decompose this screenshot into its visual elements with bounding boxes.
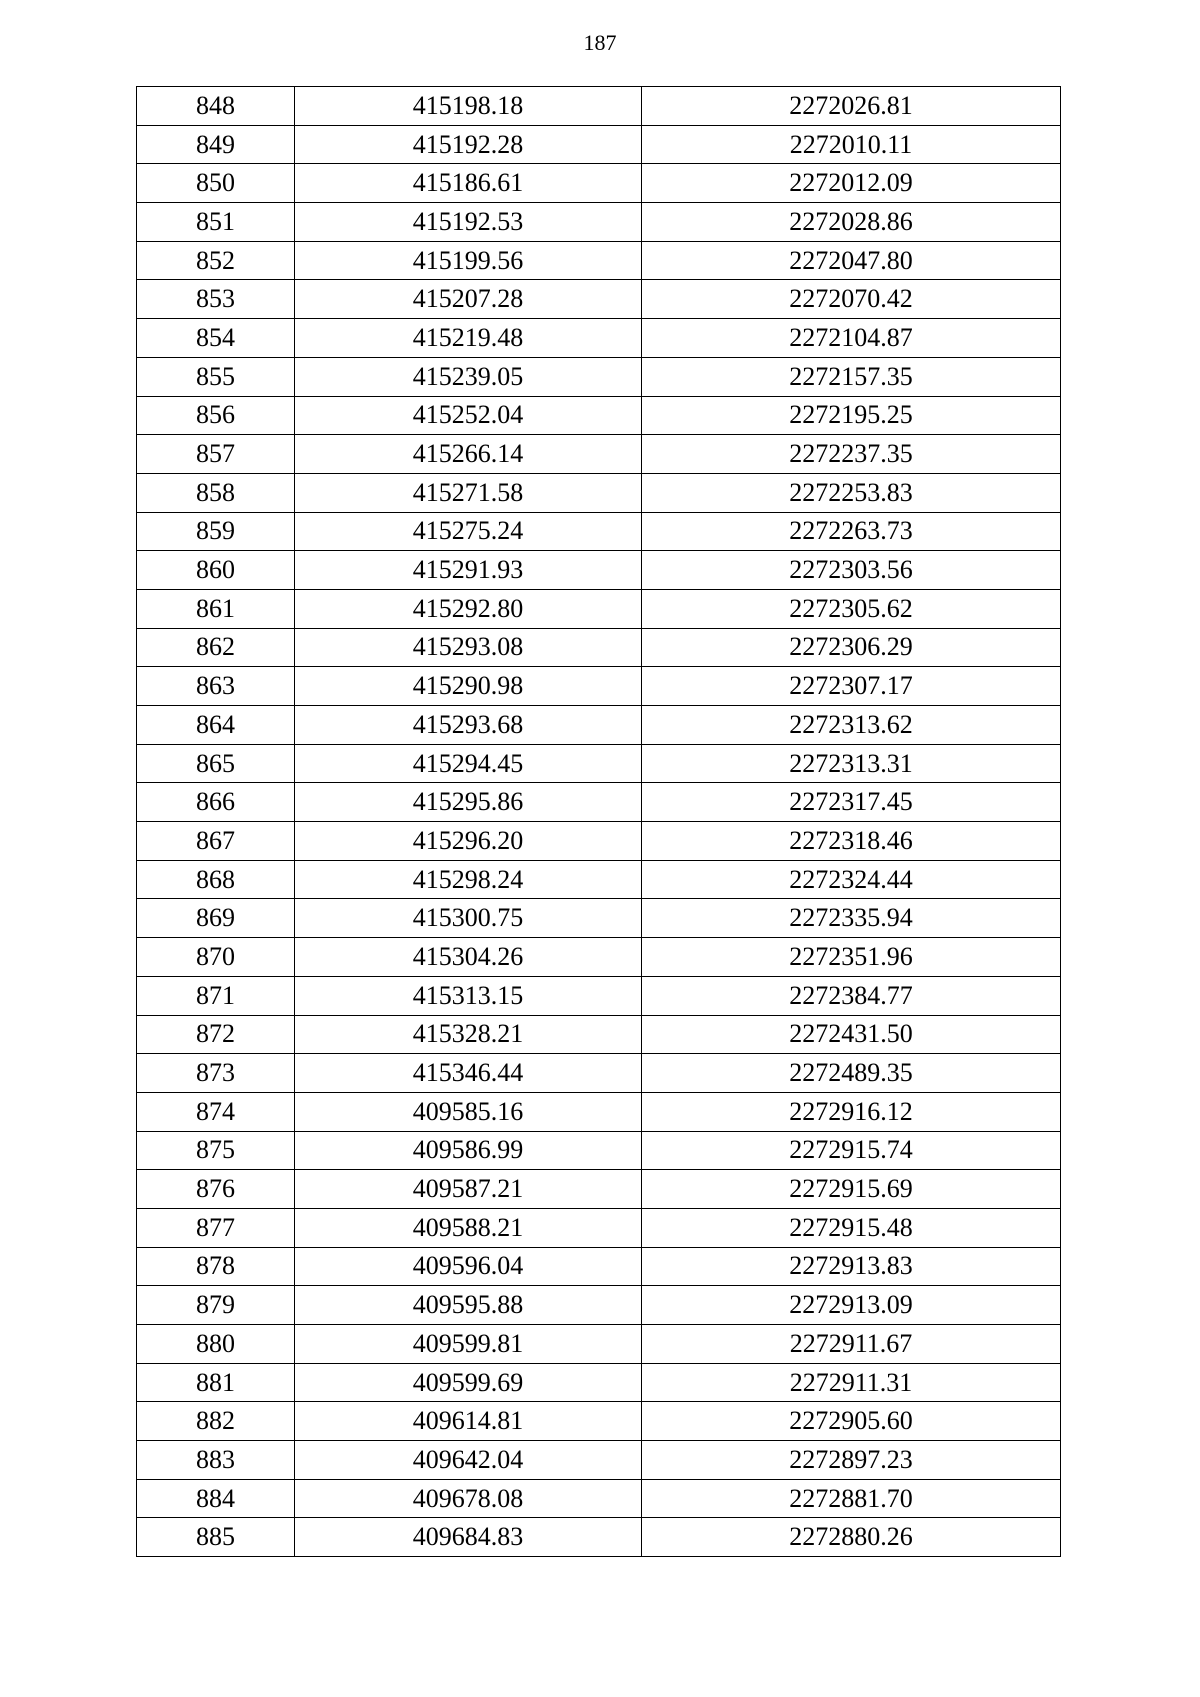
y-coordinate-cell: 2272237.35 <box>642 435 1061 474</box>
table-row <box>137 744 1061 783</box>
point-number-cell: 854 <box>137 319 295 358</box>
point-number-cell: 881 <box>137 1363 295 1402</box>
table-row <box>137 860 1061 899</box>
x-coordinate-cell: 409684.83 <box>295 1518 642 1557</box>
x-coordinate-cell: 409599.69 <box>295 1363 642 1402</box>
x-coordinate-cell: 415313.15 <box>295 976 642 1015</box>
y-coordinate-cell: 2272911.67 <box>642 1325 1061 1364</box>
table-row <box>137 1325 1061 1364</box>
y-coordinate-cell: 2272880.26 <box>642 1518 1061 1557</box>
x-coordinate-cell: 415293.08 <box>295 628 642 667</box>
point-number-cell: 878 <box>137 1247 295 1286</box>
y-coordinate-cell: 2272913.09 <box>642 1286 1061 1325</box>
y-coordinate-cell: 2272026.81 <box>642 87 1061 126</box>
y-coordinate-cell: 2272913.83 <box>642 1247 1061 1286</box>
table-row <box>137 1363 1061 1402</box>
x-coordinate-cell: 415266.14 <box>295 435 642 474</box>
point-number-cell: 855 <box>137 357 295 396</box>
point-number-cell: 852 <box>137 241 295 280</box>
x-coordinate-cell: 415296.20 <box>295 822 642 861</box>
table-row <box>137 1479 1061 1518</box>
point-number-cell: 873 <box>137 1054 295 1093</box>
point-number-cell: 870 <box>137 938 295 977</box>
point-number-cell: 860 <box>137 551 295 590</box>
x-coordinate-cell: 415198.18 <box>295 87 642 126</box>
point-number-cell: 871 <box>137 976 295 1015</box>
x-coordinate-cell: 415300.75 <box>295 899 642 938</box>
y-coordinate-cell: 2272047.80 <box>642 241 1061 280</box>
table-row <box>137 280 1061 319</box>
table-row <box>137 1170 1061 1209</box>
point-number-cell: 863 <box>137 667 295 706</box>
point-number-cell: 861 <box>137 589 295 628</box>
x-coordinate-cell: 415294.45 <box>295 744 642 783</box>
table-row <box>137 628 1061 667</box>
x-coordinate-cell: 415271.58 <box>295 473 642 512</box>
x-coordinate-cell: 409596.04 <box>295 1247 642 1286</box>
y-coordinate-cell: 2272306.29 <box>642 628 1061 667</box>
table-row <box>137 1518 1061 1557</box>
point-number-cell: 872 <box>137 1015 295 1054</box>
y-coordinate-cell: 2272313.62 <box>642 706 1061 745</box>
point-number-cell: 868 <box>137 860 295 899</box>
x-coordinate-cell: 415219.48 <box>295 319 642 358</box>
y-coordinate-cell: 2272915.69 <box>642 1170 1061 1209</box>
y-coordinate-cell: 2272104.87 <box>642 319 1061 358</box>
x-coordinate-cell: 409585.16 <box>295 1092 642 1131</box>
y-coordinate-cell: 2272431.50 <box>642 1015 1061 1054</box>
x-coordinate-cell: 409587.21 <box>295 1170 642 1209</box>
y-coordinate-cell: 2272028.86 <box>642 203 1061 242</box>
y-coordinate-cell: 2272351.96 <box>642 938 1061 977</box>
table-row <box>137 783 1061 822</box>
point-number-cell: 862 <box>137 628 295 667</box>
table-row <box>137 512 1061 551</box>
table-row <box>137 87 1061 126</box>
point-number-cell: 857 <box>137 435 295 474</box>
point-number-cell: 883 <box>137 1441 295 1480</box>
table-row <box>137 1015 1061 1054</box>
table-row <box>137 899 1061 938</box>
x-coordinate-cell: 415290.98 <box>295 667 642 706</box>
point-number-cell: 879 <box>137 1286 295 1325</box>
coordinates-table <box>136 86 1061 1557</box>
x-coordinate-cell: 415192.53 <box>295 203 642 242</box>
point-number-cell: 856 <box>137 396 295 435</box>
y-coordinate-cell: 2272489.35 <box>642 1054 1061 1093</box>
x-coordinate-cell: 409614.81 <box>295 1402 642 1441</box>
point-number-cell: 851 <box>137 203 295 242</box>
point-number-cell: 880 <box>137 1325 295 1364</box>
point-number-cell: 858 <box>137 473 295 512</box>
y-coordinate-cell: 2272915.48 <box>642 1208 1061 1247</box>
table-row <box>137 976 1061 1015</box>
y-coordinate-cell: 2272307.17 <box>642 667 1061 706</box>
table-row <box>137 396 1061 435</box>
y-coordinate-cell: 2272305.62 <box>642 589 1061 628</box>
point-number-cell: 875 <box>137 1131 295 1170</box>
y-coordinate-cell: 2272916.12 <box>642 1092 1061 1131</box>
table-row <box>137 473 1061 512</box>
table-row <box>137 1131 1061 1170</box>
y-coordinate-cell: 2272070.42 <box>642 280 1061 319</box>
x-coordinate-cell: 415293.68 <box>295 706 642 745</box>
table-row <box>137 706 1061 745</box>
y-coordinate-cell: 2272317.45 <box>642 783 1061 822</box>
point-number-cell: 853 <box>137 280 295 319</box>
table-row <box>137 551 1061 590</box>
table-row <box>137 357 1061 396</box>
point-number-cell: 850 <box>137 164 295 203</box>
y-coordinate-cell: 2272253.83 <box>642 473 1061 512</box>
point-number-cell: 859 <box>137 512 295 551</box>
table-row <box>137 203 1061 242</box>
x-coordinate-cell: 409588.21 <box>295 1208 642 1247</box>
point-number-cell: 865 <box>137 744 295 783</box>
point-number-cell: 869 <box>137 899 295 938</box>
y-coordinate-cell: 2272010.11 <box>642 125 1061 164</box>
y-coordinate-cell: 2272263.73 <box>642 512 1061 551</box>
y-coordinate-cell: 2272911.31 <box>642 1363 1061 1402</box>
x-coordinate-cell: 415304.26 <box>295 938 642 977</box>
point-number-cell: 876 <box>137 1170 295 1209</box>
table-row <box>137 1441 1061 1480</box>
table-row <box>137 241 1061 280</box>
y-coordinate-cell: 2272335.94 <box>642 899 1061 938</box>
y-coordinate-cell: 2272915.74 <box>642 1131 1061 1170</box>
y-coordinate-cell: 2272157.35 <box>642 357 1061 396</box>
point-number-cell: 864 <box>137 706 295 745</box>
x-coordinate-cell: 415186.61 <box>295 164 642 203</box>
point-number-cell: 874 <box>137 1092 295 1131</box>
y-coordinate-cell: 2272897.23 <box>642 1441 1061 1480</box>
table-row <box>137 938 1061 977</box>
table-row <box>137 1054 1061 1093</box>
point-number-cell: 848 <box>137 87 295 126</box>
table-row <box>137 319 1061 358</box>
table-row <box>137 125 1061 164</box>
y-coordinate-cell: 2272313.31 <box>642 744 1061 783</box>
x-coordinate-cell: 409586.99 <box>295 1131 642 1170</box>
table-row <box>137 1402 1061 1441</box>
page-number: 187 <box>583 30 617 55</box>
table-row <box>137 667 1061 706</box>
table-row <box>137 435 1061 474</box>
table-row <box>137 1092 1061 1131</box>
x-coordinate-cell: 415295.86 <box>295 783 642 822</box>
x-coordinate-cell: 409599.81 <box>295 1325 642 1364</box>
point-number-cell: 884 <box>137 1479 295 1518</box>
x-coordinate-cell: 415207.28 <box>295 280 642 319</box>
point-number-cell: 849 <box>137 125 295 164</box>
coordinates-table-body <box>137 87 1061 1557</box>
x-coordinate-cell: 415291.93 <box>295 551 642 590</box>
y-coordinate-cell: 2272384.77 <box>642 976 1061 1015</box>
x-coordinate-cell: 415239.05 <box>295 357 642 396</box>
point-number-cell: 882 <box>137 1402 295 1441</box>
table-row <box>137 164 1061 203</box>
y-coordinate-cell: 2272195.25 <box>642 396 1061 435</box>
y-coordinate-cell: 2272303.56 <box>642 551 1061 590</box>
y-coordinate-cell: 2272324.44 <box>642 860 1061 899</box>
y-coordinate-cell: 2272881.70 <box>642 1479 1061 1518</box>
x-coordinate-cell: 415252.04 <box>295 396 642 435</box>
point-number-cell: 866 <box>137 783 295 822</box>
y-coordinate-cell: 2272318.46 <box>642 822 1061 861</box>
x-coordinate-cell: 409642.04 <box>295 1441 642 1480</box>
table-row <box>137 589 1061 628</box>
x-coordinate-cell: 415199.56 <box>295 241 642 280</box>
table-row <box>137 1286 1061 1325</box>
x-coordinate-cell: 415298.24 <box>295 860 642 899</box>
y-coordinate-cell: 2272012.09 <box>642 164 1061 203</box>
table-row <box>137 822 1061 861</box>
point-number-cell: 877 <box>137 1208 295 1247</box>
x-coordinate-cell: 409678.08 <box>295 1479 642 1518</box>
y-coordinate-cell: 2272905.60 <box>642 1402 1061 1441</box>
x-coordinate-cell: 415292.80 <box>295 589 642 628</box>
table-row <box>137 1208 1061 1247</box>
x-coordinate-cell: 415192.28 <box>295 125 642 164</box>
x-coordinate-cell: 415346.44 <box>295 1054 642 1093</box>
point-number-cell: 867 <box>137 822 295 861</box>
x-coordinate-cell: 415328.21 <box>295 1015 642 1054</box>
point-number-cell: 885 <box>137 1518 295 1557</box>
x-coordinate-cell: 415275.24 <box>295 512 642 551</box>
x-coordinate-cell: 409595.88 <box>295 1286 642 1325</box>
table-row <box>137 1247 1061 1286</box>
